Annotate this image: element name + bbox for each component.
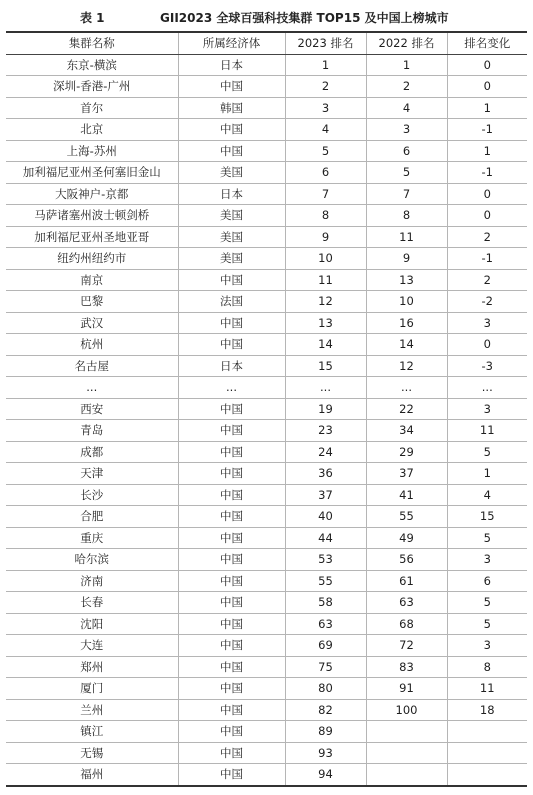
table-row bbox=[6, 484, 527, 506]
cell-rank-change: 11 bbox=[447, 678, 527, 700]
cell-rank-2022: 91 bbox=[366, 678, 447, 700]
cell-economy: 中国 bbox=[178, 678, 285, 700]
cell-cluster-name: 哈尔滨 bbox=[6, 549, 178, 571]
cell-rank-2023: 63 bbox=[285, 613, 366, 635]
cell-rank-change: -1 bbox=[447, 162, 527, 184]
cell-cluster-name: 东京-横滨 bbox=[6, 54, 178, 76]
cell-cluster-name: 武汉 bbox=[6, 312, 178, 334]
table-row bbox=[6, 140, 527, 162]
cell-rank-change: 1 bbox=[447, 140, 527, 162]
cell-rank-change: 0 bbox=[447, 54, 527, 76]
table-row bbox=[6, 269, 527, 291]
cell-economy: 中国 bbox=[178, 398, 285, 420]
cell-rank-2022: 1 bbox=[366, 54, 447, 76]
cell-rank-2023: 40 bbox=[285, 506, 366, 528]
cell-economy: 中国 bbox=[178, 613, 285, 635]
cell-cluster-name: 西安 bbox=[6, 398, 178, 420]
table-row bbox=[6, 248, 527, 270]
cell-rank-change: -2 bbox=[447, 291, 527, 313]
table-title: GII2023 全球百强科技集群 TOP15 及中国上榜城市 bbox=[160, 11, 449, 25]
cell-cluster-name: 成都 bbox=[6, 441, 178, 463]
cell-rank-2023: 11 bbox=[285, 269, 366, 291]
cell-rank-2022: ... bbox=[366, 377, 447, 399]
cell-rank-2022: 34 bbox=[366, 420, 447, 442]
table-row bbox=[6, 76, 527, 98]
cell-rank-2023: 1 bbox=[285, 54, 366, 76]
ranking-table bbox=[6, 31, 527, 787]
cell-rank-change: 0 bbox=[447, 205, 527, 227]
table-row bbox=[6, 312, 527, 334]
cell-rank-change: 5 bbox=[447, 592, 527, 614]
cell-rank-2023: 23 bbox=[285, 420, 366, 442]
cell-cluster-name: 兰州 bbox=[6, 699, 178, 721]
cell-rank-2022: 14 bbox=[366, 334, 447, 356]
cell-rank-change: -3 bbox=[447, 355, 527, 377]
cell-cluster-name: 南京 bbox=[6, 269, 178, 291]
table-body bbox=[6, 54, 527, 786]
cell-economy: 中国 bbox=[178, 656, 285, 678]
cell-rank-2023: 89 bbox=[285, 721, 366, 743]
cell-rank-2023: 69 bbox=[285, 635, 366, 657]
table-row bbox=[6, 226, 527, 248]
cell-rank-2022: 68 bbox=[366, 613, 447, 635]
cell-rank-2023: 3 bbox=[285, 97, 366, 119]
cell-cluster-name: 大连 bbox=[6, 635, 178, 657]
cell-economy: 中国 bbox=[178, 441, 285, 463]
cell-economy: 中国 bbox=[178, 592, 285, 614]
cell-rank-2023: 80 bbox=[285, 678, 366, 700]
cell-economy: 法国 bbox=[178, 291, 285, 313]
cell-rank-2023: 10 bbox=[285, 248, 366, 270]
cell-economy: 中国 bbox=[178, 742, 285, 764]
table-row bbox=[6, 377, 527, 399]
cell-rank-2022: 29 bbox=[366, 441, 447, 463]
cell-cluster-name: 首尔 bbox=[6, 97, 178, 119]
cell-economy: 中国 bbox=[178, 484, 285, 506]
table-row bbox=[6, 721, 527, 743]
cell-rank-2022: 83 bbox=[366, 656, 447, 678]
cell-rank-2023: ... bbox=[285, 377, 366, 399]
table-row bbox=[6, 764, 527, 786]
cell-rank-change: -1 bbox=[447, 119, 527, 141]
cell-rank-2023: 5 bbox=[285, 140, 366, 162]
header-row bbox=[6, 32, 527, 54]
cell-cluster-name: 郑州 bbox=[6, 656, 178, 678]
cell-economy: 日本 bbox=[178, 355, 285, 377]
cell-cluster-name: 镇江 bbox=[6, 721, 178, 743]
cell-rank-2023: 24 bbox=[285, 441, 366, 463]
cell-economy: 中国 bbox=[178, 699, 285, 721]
cell-rank-change bbox=[447, 721, 527, 743]
table-row bbox=[6, 398, 527, 420]
cell-economy: 中国 bbox=[178, 119, 285, 141]
cell-cluster-name: 深圳-香港-广州 bbox=[6, 76, 178, 98]
table-row bbox=[6, 592, 527, 614]
cell-rank-change: 18 bbox=[447, 699, 527, 721]
cell-rank-2023: 75 bbox=[285, 656, 366, 678]
cell-cluster-name: 北京 bbox=[6, 119, 178, 141]
cell-rank-2022: 4 bbox=[366, 97, 447, 119]
cell-rank-change: 3 bbox=[447, 398, 527, 420]
cell-rank-2022: 55 bbox=[366, 506, 447, 528]
cell-rank-2022: 37 bbox=[366, 463, 447, 485]
cell-economy: 中国 bbox=[178, 570, 285, 592]
cell-rank-2023: 6 bbox=[285, 162, 366, 184]
table-number: 表 1 bbox=[80, 11, 105, 25]
cell-rank-2022: 2 bbox=[366, 76, 447, 98]
table-row bbox=[6, 527, 527, 549]
cell-rank-2023: 19 bbox=[285, 398, 366, 420]
header-economy: 所属经济体 bbox=[178, 32, 285, 54]
cell-cluster-name: 无锡 bbox=[6, 742, 178, 764]
table-row bbox=[6, 355, 527, 377]
header-rank-change: 排名变化 bbox=[447, 32, 527, 54]
cell-rank-2022 bbox=[366, 764, 447, 786]
cell-rank-2022: 61 bbox=[366, 570, 447, 592]
table-row bbox=[6, 441, 527, 463]
cell-rank-2023: 2 bbox=[285, 76, 366, 98]
cell-economy: 美国 bbox=[178, 226, 285, 248]
cell-rank-2022: 3 bbox=[366, 119, 447, 141]
cell-rank-change: 1 bbox=[447, 97, 527, 119]
cell-rank-2022: 11 bbox=[366, 226, 447, 248]
cell-cluster-name: 名古屋 bbox=[6, 355, 178, 377]
cell-rank-2023: 58 bbox=[285, 592, 366, 614]
table-row bbox=[6, 119, 527, 141]
cell-cluster-name: 大阪神户-京都 bbox=[6, 183, 178, 205]
table-row bbox=[6, 678, 527, 700]
cell-cluster-name: 马萨诸塞州波士顿剑桥 bbox=[6, 205, 178, 227]
header-cluster-name: 集群名称 bbox=[6, 32, 178, 54]
cell-economy: 中国 bbox=[178, 549, 285, 571]
cell-cluster-name: 沈阳 bbox=[6, 613, 178, 635]
table-row bbox=[6, 570, 527, 592]
cell-rank-2023: 7 bbox=[285, 183, 366, 205]
cell-rank-change bbox=[447, 764, 527, 786]
cell-economy: 中国 bbox=[178, 140, 285, 162]
cell-economy: 中国 bbox=[178, 76, 285, 98]
cell-rank-change: 0 bbox=[447, 183, 527, 205]
table-row bbox=[6, 291, 527, 313]
cell-rank-2022: 8 bbox=[366, 205, 447, 227]
cell-economy: 中国 bbox=[178, 269, 285, 291]
cell-rank-change: 15 bbox=[447, 506, 527, 528]
table-row bbox=[6, 183, 527, 205]
table-row bbox=[6, 699, 527, 721]
cell-rank-2023: 36 bbox=[285, 463, 366, 485]
cell-rank-2023: 93 bbox=[285, 742, 366, 764]
cell-cluster-name: 长沙 bbox=[6, 484, 178, 506]
cell-rank-change: 2 bbox=[447, 269, 527, 291]
cell-economy: 中国 bbox=[178, 312, 285, 334]
cell-rank-change: 5 bbox=[447, 613, 527, 635]
cell-rank-2023: 4 bbox=[285, 119, 366, 141]
cell-rank-change: 5 bbox=[447, 441, 527, 463]
cell-rank-change: 0 bbox=[447, 334, 527, 356]
cell-rank-2022: 63 bbox=[366, 592, 447, 614]
table-row bbox=[6, 420, 527, 442]
cell-economy: 美国 bbox=[178, 205, 285, 227]
cell-rank-change: ... bbox=[447, 377, 527, 399]
cell-rank-2022: 22 bbox=[366, 398, 447, 420]
cell-cluster-name: 巴黎 bbox=[6, 291, 178, 313]
cell-economy: 日本 bbox=[178, 183, 285, 205]
table-row bbox=[6, 162, 527, 184]
cell-cluster-name: 济南 bbox=[6, 570, 178, 592]
cell-rank-2023: 14 bbox=[285, 334, 366, 356]
cell-rank-change: -1 bbox=[447, 248, 527, 270]
table-row bbox=[6, 334, 527, 356]
cell-rank-change: 8 bbox=[447, 656, 527, 678]
cell-rank-2022: 5 bbox=[366, 162, 447, 184]
cell-cluster-name: 合肥 bbox=[6, 506, 178, 528]
cell-rank-2023: 53 bbox=[285, 549, 366, 571]
header-rank-2023: 2023 排名 bbox=[285, 32, 366, 54]
cell-rank-2022: 100 bbox=[366, 699, 447, 721]
table-row bbox=[6, 635, 527, 657]
cell-cluster-name: 纽约州纽约市 bbox=[6, 248, 178, 270]
table-row bbox=[6, 613, 527, 635]
cell-rank-2023: 9 bbox=[285, 226, 366, 248]
cell-cluster-name: 杭州 bbox=[6, 334, 178, 356]
cell-cluster-name: 长春 bbox=[6, 592, 178, 614]
cell-rank-2022: 16 bbox=[366, 312, 447, 334]
table-row bbox=[6, 54, 527, 76]
cell-cluster-name: 上海-苏州 bbox=[6, 140, 178, 162]
cell-rank-2023: 8 bbox=[285, 205, 366, 227]
cell-rank-2022: 56 bbox=[366, 549, 447, 571]
cell-rank-2022: 13 bbox=[366, 269, 447, 291]
cell-rank-change: 5 bbox=[447, 527, 527, 549]
cell-rank-change: 1 bbox=[447, 463, 527, 485]
table-row bbox=[6, 656, 527, 678]
cell-rank-2023: 13 bbox=[285, 312, 366, 334]
cell-rank-2023: 82 bbox=[285, 699, 366, 721]
cell-rank-change: 4 bbox=[447, 484, 527, 506]
cell-economy: 中国 bbox=[178, 635, 285, 657]
cell-economy: 中国 bbox=[178, 721, 285, 743]
cell-economy: 中国 bbox=[178, 527, 285, 549]
cell-economy: ... bbox=[178, 377, 285, 399]
cell-economy: 中国 bbox=[178, 334, 285, 356]
cell-economy: 中国 bbox=[178, 420, 285, 442]
cell-rank-2022: 9 bbox=[366, 248, 447, 270]
cell-rank-2022: 72 bbox=[366, 635, 447, 657]
cell-cluster-name: 福州 bbox=[6, 764, 178, 786]
cell-rank-change: 6 bbox=[447, 570, 527, 592]
cell-economy: 韩国 bbox=[178, 97, 285, 119]
cell-rank-2022: 10 bbox=[366, 291, 447, 313]
cell-economy: 日本 bbox=[178, 54, 285, 76]
cell-rank-change: 2 bbox=[447, 226, 527, 248]
cell-rank-2022: 49 bbox=[366, 527, 447, 549]
cell-rank-change: 0 bbox=[447, 76, 527, 98]
table-row bbox=[6, 506, 527, 528]
cell-cluster-name: 厦门 bbox=[6, 678, 178, 700]
cell-rank-2023: 44 bbox=[285, 527, 366, 549]
cell-cluster-name: ... bbox=[6, 377, 178, 399]
cell-rank-change: 3 bbox=[447, 312, 527, 334]
cell-rank-2022: 6 bbox=[366, 140, 447, 162]
cell-economy: 中国 bbox=[178, 463, 285, 485]
header-rank-2022: 2022 排名 bbox=[366, 32, 447, 54]
cell-cluster-name: 重庆 bbox=[6, 527, 178, 549]
cell-cluster-name: 加利福尼亚州圣何塞旧金山 bbox=[6, 162, 178, 184]
table-row bbox=[6, 463, 527, 485]
cell-rank-change: 3 bbox=[447, 549, 527, 571]
cell-rank-2022 bbox=[366, 721, 447, 743]
cell-cluster-name: 天津 bbox=[6, 463, 178, 485]
cell-cluster-name: 加利福尼亚州圣地亚哥 bbox=[6, 226, 178, 248]
cell-rank-change: 11 bbox=[447, 420, 527, 442]
cell-economy: 美国 bbox=[178, 162, 285, 184]
cell-rank-2022 bbox=[366, 742, 447, 764]
table-row bbox=[6, 205, 527, 227]
cell-economy: 美国 bbox=[178, 248, 285, 270]
table-caption bbox=[0, 8, 533, 28]
table-header bbox=[6, 32, 527, 54]
cell-economy: 中国 bbox=[178, 764, 285, 786]
cell-rank-2022: 7 bbox=[366, 183, 447, 205]
cell-rank-change bbox=[447, 742, 527, 764]
cell-rank-2023: 15 bbox=[285, 355, 366, 377]
table-row bbox=[6, 97, 527, 119]
cell-rank-2023: 55 bbox=[285, 570, 366, 592]
cell-cluster-name: 青岛 bbox=[6, 420, 178, 442]
cell-economy: 中国 bbox=[178, 506, 285, 528]
cell-rank-change: 3 bbox=[447, 635, 527, 657]
cell-rank-2023: 12 bbox=[285, 291, 366, 313]
cell-rank-2022: 12 bbox=[366, 355, 447, 377]
cell-rank-2023: 37 bbox=[285, 484, 366, 506]
cell-rank-2023: 94 bbox=[285, 764, 366, 786]
table-row bbox=[6, 549, 527, 571]
cell-rank-2022: 41 bbox=[366, 484, 447, 506]
table-row bbox=[6, 742, 527, 764]
